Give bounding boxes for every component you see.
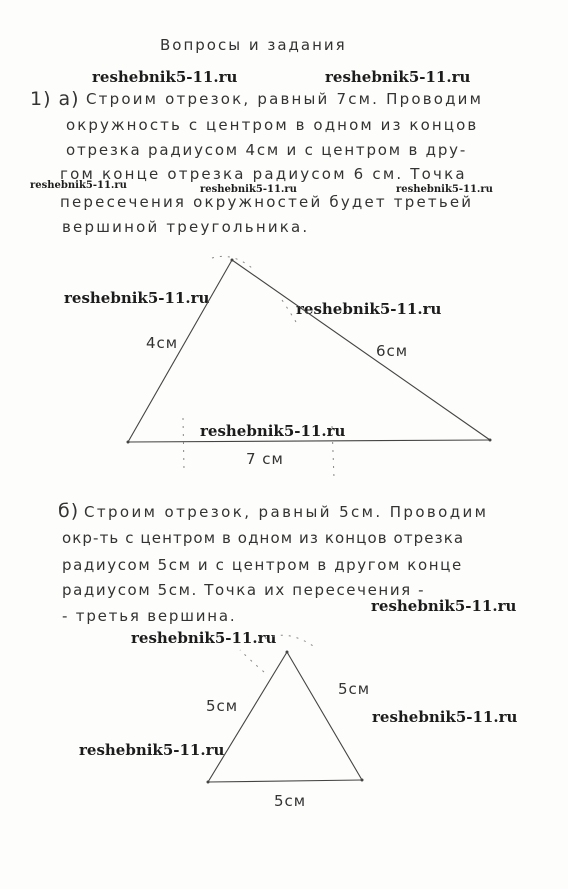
- triangle-a-label-left: 4см: [146, 334, 179, 352]
- triangle-a-label-right: 6см: [376, 342, 409, 360]
- part-a-line: окружность с центром в одном из концов: [66, 116, 479, 134]
- vertices-b: [207, 651, 364, 784]
- part-b-line: радиусом 5см. Точка их пересечения -: [62, 581, 426, 599]
- triangle-b-side-left: [208, 652, 287, 782]
- part-a-line: вершиной треугольника.: [62, 218, 310, 236]
- part-b-line: радиусом 5см и с центром в другом конце: [62, 556, 463, 574]
- triangle-b-label-right: 5см: [338, 680, 371, 698]
- triangle-b-side-right: [287, 652, 362, 780]
- watermark: reshebnik5-11.ru: [325, 68, 471, 86]
- watermark: reshebnik5-11.ru: [200, 422, 346, 440]
- part-b-marker: б): [58, 500, 80, 522]
- triangle-b-base: [208, 780, 362, 782]
- part-a-line: гом конце отрезка радиусом 6 см. Точка: [60, 165, 467, 183]
- page-heading: Вопросы и задания: [160, 36, 347, 54]
- triangle-b-label-left: 5см: [206, 697, 239, 715]
- part-a-marker: 1) а): [30, 88, 80, 110]
- watermark: reshebnik5-11.ru: [131, 629, 277, 647]
- watermark: reshebnik5-11.ru: [372, 708, 518, 726]
- watermark: reshebnik5-11.ru: [200, 184, 297, 195]
- part-a-line: Строим отрезок, равный 7см. Проводим: [86, 90, 484, 108]
- watermark: reshebnik5-11.ru: [296, 300, 442, 318]
- watermark: reshebnik5-11.ru: [396, 184, 493, 195]
- part-b-line: Строим отрезок, равный 5см. Проводим: [84, 503, 489, 521]
- part-b-line: окр-ть с центром в одном из концов отрезка: [62, 529, 465, 547]
- part-a-line: пересечения окружностей будет третьей: [60, 193, 474, 211]
- triangle-a-label-base: 7 см: [246, 450, 284, 468]
- triangle-b-label-base: 5см: [274, 792, 307, 810]
- part-a-line: отрезка радиусом 4см и с центром в дру-: [66, 141, 468, 159]
- watermark: reshebnik5-11.ru: [30, 180, 127, 191]
- watermark: reshebnik5-11.ru: [79, 741, 225, 759]
- watermark: reshebnik5-11.ru: [371, 597, 517, 615]
- watermark: reshebnik5-11.ru: [92, 68, 238, 86]
- part-b-line: - третья вершина.: [62, 607, 237, 625]
- watermark: reshebnik5-11.ru: [64, 289, 210, 307]
